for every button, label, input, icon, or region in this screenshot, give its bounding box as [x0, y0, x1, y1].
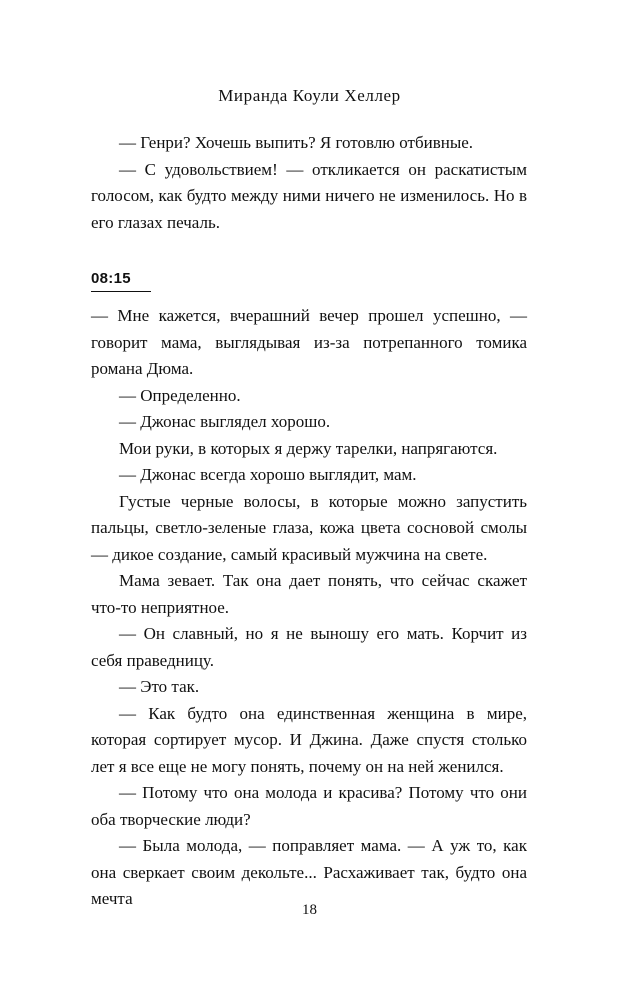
paragraph: Мои руки, в которых я держу тарелки, напрягаются.	[119, 438, 498, 458]
text-section-2	[91, 303, 527, 913]
paragraph: — Потому что она молода и красива? Потому что они оба творческие люди?	[91, 783, 527, 829]
page-number: 18	[302, 902, 317, 918]
paragraph: — Джонас всегда хорошо выглядит, мам.	[119, 465, 417, 484]
time-heading-underline	[91, 291, 151, 292]
paragraph: — Джонас выглядел хорошо.	[119, 412, 331, 431]
time-heading: 08:15	[91, 270, 131, 287]
paragraph: Густые черные волосы, в которые можно запустить пальцы, светло-зеленые глаза, кожа цвета сосновой смолы — дикое создание, самый красивый мужчина на свете.	[91, 491, 527, 564]
paragraph: — Это так.	[119, 677, 200, 696]
paragraph: — Определенно.	[119, 385, 241, 405]
paragraph: — Была молода, — поправляет мама. — А уж то, как она сверкает своим декольте... Расхаживает так, будто она мечта	[91, 836, 527, 908]
paragraph: Мама зевает. Так она дает понять, что сейчас скажет что-то неприятное.	[91, 571, 527, 617]
paragraph: — С удовольствием! — откликается он раскатистым голосом, как будто между ними ничего не изменилось. Но в его глазах печаль.	[91, 159, 527, 232]
text-section-1	[91, 130, 527, 236]
paragraph: — Мне кажется, вчерашний вечер прошел успешно, — говорит мама, выглядывая из-за потрепанного томика романа Дюма.	[91, 306, 527, 378]
paragraph: — Как будто она единственная женщина в мире, которая сортирует мусор. И Джина. Даже спустя столько лет я все еще не могу понять, почему он на ней женился.	[91, 703, 527, 776]
running-head: Миранда Коули Хеллер	[218, 86, 401, 105]
paragraph: — Генри? Хочешь выпить? Я готовлю отбивные.	[119, 133, 474, 152]
paragraph: — Он славный, но я не выношу его мать. Корчит из себя праведницу.	[91, 624, 527, 670]
